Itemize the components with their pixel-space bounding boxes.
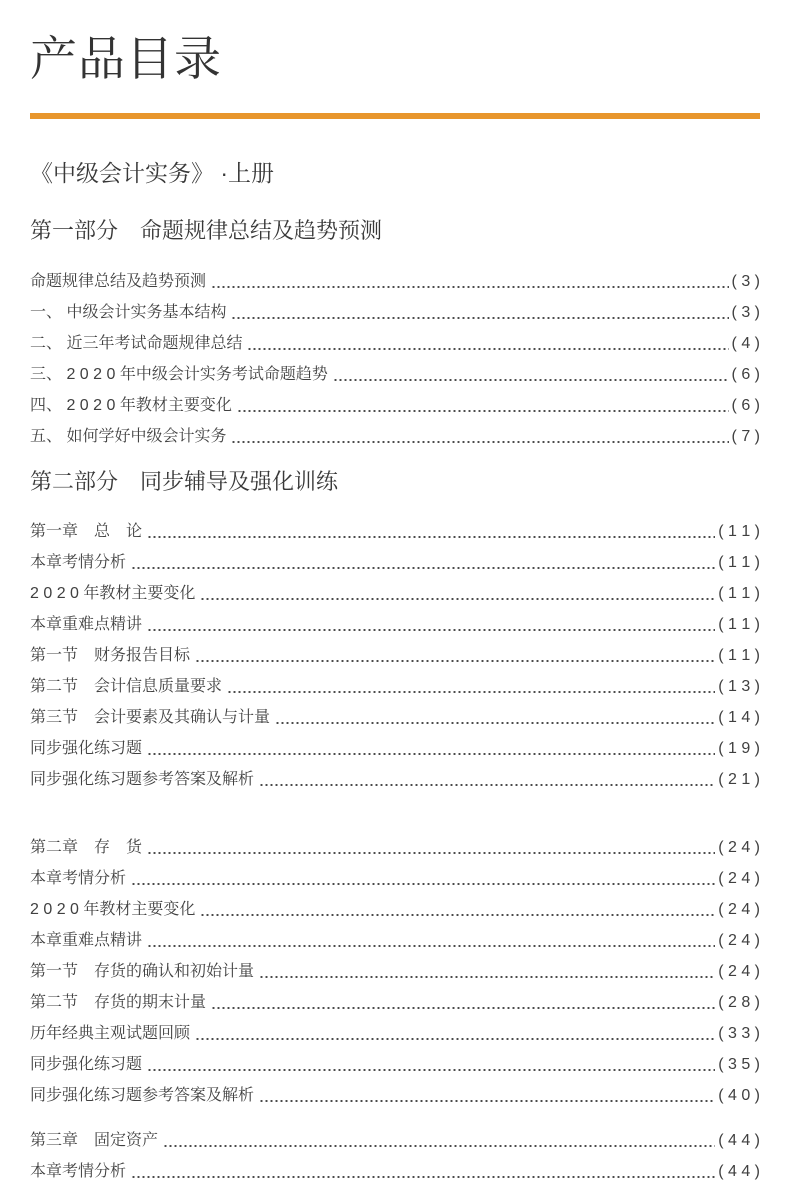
toc-entry <box>30 390 760 421</box>
toc-section <box>30 218 760 451</box>
toc-entry <box>30 1156 760 1187</box>
toc-entry-label: 同步强化练习题参考答案及解析 <box>30 771 255 788</box>
toc-entry-page: ( 2 4 ) <box>718 963 760 980</box>
dot-leader <box>247 348 728 350</box>
toc-entry <box>30 671 760 702</box>
toc-entry-page: ( 2 1 ) <box>718 771 760 788</box>
toc-entry-label: 一、 中级会计实务基本结构 <box>30 303 227 321</box>
toc-entry-label: 第一章 总 论 <box>30 523 143 540</box>
toc-entry-page: ( 3 3 ) <box>718 1025 760 1042</box>
toc-entry-page: ( 2 8 ) <box>718 994 760 1011</box>
toc-entry-label: 本章考情分析 <box>30 554 127 571</box>
toc-entry-label: 命题规律总结及趋势预测 <box>30 272 207 290</box>
dot-leader <box>275 722 715 724</box>
toc-entry-label: 同步强化练习题 <box>30 740 143 757</box>
toc-entry-page: ( 1 4 ) <box>718 709 760 726</box>
toc-entry-page: ( 1 1 ) <box>718 523 760 540</box>
dot-leader <box>259 976 715 978</box>
toc-entry-page: ( 4 0 ) <box>718 1087 760 1104</box>
toc-entry-page: ( 1 1 ) <box>718 554 760 571</box>
toc-entry <box>30 702 760 733</box>
toc-entry <box>30 640 760 671</box>
dot-leader <box>211 286 729 288</box>
toc-entry-label: 第二节 会计信息质量要求 <box>30 678 223 695</box>
toc-entry <box>30 1049 760 1080</box>
dot-leader <box>259 1100 715 1102</box>
book-title: 《中级会计实务》 ·上册 <box>30 159 275 186</box>
toc-entry <box>30 266 760 297</box>
dot-leader <box>195 660 715 662</box>
toc-entry-label: 同步强化练习题参考答案及解析 <box>30 1087 255 1104</box>
dot-leader <box>147 536 715 538</box>
toc-entry-label: 第一节 财务报告目标 <box>30 647 191 664</box>
toc-entry-page: ( 1 1 ) <box>718 585 760 602</box>
toc-entry-label: 历年经典主观试题回顾 <box>30 1025 191 1042</box>
toc-entry-label: 三、 2 0 2 0 年中级会计实务考试命题趋势 <box>30 365 328 383</box>
toc-entry-label: 2 0 2 0 年教材主要变化 <box>30 585 196 602</box>
dot-leader <box>131 883 715 885</box>
toc-entry <box>30 578 760 609</box>
toc-entry-page: ( 2 4 ) <box>718 839 760 856</box>
toc-entry <box>30 894 760 925</box>
toc-entry-label: 第二章 存 货 <box>30 839 143 856</box>
toc-entry <box>30 1080 760 1111</box>
dot-leader <box>231 441 728 443</box>
toc-entry-label: 2 0 2 0 年教材主要变化 <box>30 901 196 918</box>
dot-leader <box>200 598 715 600</box>
toc-entry-page: ( 6 ) <box>731 396 760 414</box>
toc-entry-page: ( 3 5 ) <box>718 1056 760 1073</box>
toc-entry-page: ( 1 1 ) <box>718 647 760 664</box>
toc-entry <box>30 956 760 987</box>
dot-leader <box>237 410 729 412</box>
dot-leader <box>231 317 728 319</box>
toc-sections <box>30 218 760 1187</box>
toc-entry <box>30 925 760 956</box>
dot-leader <box>200 914 715 916</box>
chapter-group <box>30 266 760 452</box>
chapter-group <box>30 832 760 1111</box>
toc-entry-label: 第三章 固定资产 <box>30 1132 159 1149</box>
toc-entry <box>30 1018 760 1049</box>
toc-entry-label: 第三节 会计要素及其确认与计量 <box>30 709 271 726</box>
toc-entry-page: ( 6 ) <box>731 365 760 383</box>
toc-entry <box>30 359 760 390</box>
toc-entry <box>30 516 760 547</box>
toc-entry <box>30 328 760 359</box>
toc-entry <box>30 297 760 328</box>
toc-entry <box>30 547 760 578</box>
toc-entry-page: ( 1 1 ) <box>718 616 760 633</box>
toc-entry-page: ( 4 4 ) <box>718 1132 760 1149</box>
toc-entry-page: ( 1 3 ) <box>718 678 760 695</box>
page-title: 产品目录 <box>30 32 222 85</box>
dot-leader <box>163 1145 715 1147</box>
toc-entry <box>30 832 760 863</box>
dot-leader <box>147 1069 715 1071</box>
toc-entry-label: 第一节 存货的确认和初始计量 <box>30 963 255 980</box>
dot-leader <box>147 852 715 854</box>
toc-entry <box>30 609 760 640</box>
dot-leader <box>211 1007 715 1009</box>
toc-entry-page: ( 3 ) <box>731 303 760 321</box>
dot-leader <box>147 753 715 755</box>
toc-entry-page: ( 4 ) <box>731 334 760 352</box>
dot-leader <box>131 567 715 569</box>
toc-entry <box>30 863 760 894</box>
dot-leader <box>131 1176 715 1178</box>
dot-leader <box>259 784 715 786</box>
toc-entry <box>30 421 760 452</box>
toc-entry-page: ( 3 ) <box>731 272 760 290</box>
toc-entry <box>30 733 760 764</box>
section-heading: 第一部分 命题规律总结及趋势预测 <box>30 218 383 244</box>
dot-leader <box>333 379 729 381</box>
toc-entry <box>30 1125 760 1156</box>
toc-entry-page: ( 2 4 ) <box>718 932 760 949</box>
dot-leader <box>147 945 715 947</box>
section-groups <box>30 266 760 452</box>
toc-entry-page: ( 2 4 ) <box>718 870 760 887</box>
section-groups <box>30 516 760 1187</box>
section-heading: 第二部分 同步辅导及强化训练 <box>30 468 339 494</box>
toc-section <box>30 469 760 1187</box>
toc-entry-label: 本章考情分析 <box>30 870 127 887</box>
chapter-group <box>30 1125 760 1187</box>
toc-entry-label: 同步强化练习题 <box>30 1056 143 1073</box>
toc-entry-label: 五、 如何学好中级会计实务 <box>30 427 227 445</box>
toc-entry <box>30 764 760 795</box>
toc-entry-label: 二、 近三年考试命题规律总结 <box>30 334 243 352</box>
toc-entry-page: ( 1 9 ) <box>718 740 760 757</box>
toc-entry-label: 本章重难点精讲 <box>30 616 143 633</box>
toc-entry-label: 本章考情分析 <box>30 1163 127 1180</box>
toc-entry-page: ( 4 4 ) <box>718 1163 760 1180</box>
toc-entry-label: 第二节 存货的期末计量 <box>30 994 207 1011</box>
chapter-group <box>30 516 760 795</box>
dot-leader <box>195 1038 715 1040</box>
toc-entry <box>30 987 760 1018</box>
dot-leader <box>147 629 715 631</box>
toc-entry-page: ( 2 4 ) <box>718 901 760 918</box>
toc-entry-label: 本章重难点精讲 <box>30 932 143 949</box>
accent-divider <box>30 113 760 119</box>
dot-leader <box>227 691 715 693</box>
toc-entry-page: ( 7 ) <box>731 427 760 445</box>
toc-entry-label: 四、 2 0 2 0 年教材主要变化 <box>30 396 232 414</box>
